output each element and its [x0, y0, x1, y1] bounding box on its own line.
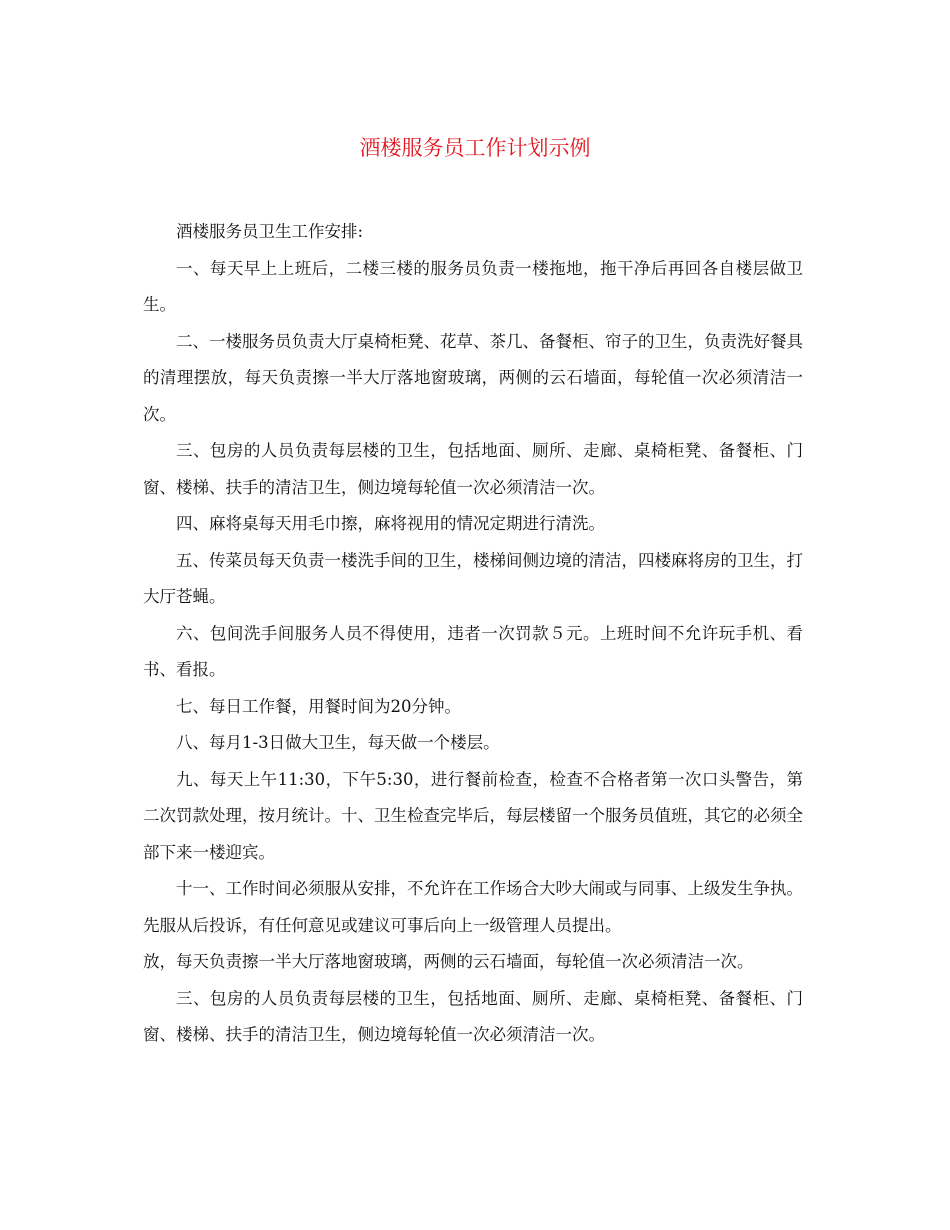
document-body: [143, 214, 803, 1054]
paragraph-item-4: 四、麻将桌每天用毛巾擦，麻将视用的情况定期进行清洗。: [176, 514, 605, 533]
paragraph-item-7: 七、每日工作餐，用餐时间为20分钟。: [176, 696, 461, 716]
paragraph-item-11: 十一、工作时间必须服从安排，不允许在工作场合大吵大闹或与同事、上级发生争执。先服从后投诉，有任何意见或建议可事后向上一级管理人员提出。: [143, 879, 803, 935]
paragraph-intro: 酒楼服务员卫生工作安排:: [176, 222, 364, 241]
document-title: 酒楼服务员工作计划示例: [359, 136, 591, 160]
paragraph-item-8: 八、每月1-3日做大卫生，每天做一个楼层。: [176, 733, 500, 752]
paragraph-item-9: 九、每天上午11:30，下午5:30，进行餐前检查，检查不合格者第一次口头警告，第二次罚款处理，按月统计。十、卫生检查完毕后，每层楼留一个服务员值班，其它的必须全部下来一楼迎宾。: [143, 769, 803, 862]
paragraph-item-3-repeat: 三、包房的人员负责每层楼的卫生，包括地面、厕所、走廊、桌椅柜凳、备餐柜、门窗、楼梯、扶手的清洁卫生，侧边境每轮值一次必须清洁一次。: [143, 988, 803, 1044]
paragraph-item-6: 六、包间洗手间服务人员不得使用，违者一次罚款５元。上班时间不允许玩手机、看书、看报。: [143, 623, 803, 679]
paragraph-item-3: 三、包房的人员负责每层楼的卫生，包括地面、厕所、走廊、桌椅柜凳、备餐柜、门窗、楼梯、扶手的清洁卫生，侧边境每轮值一次必须清洁一次。: [143, 441, 803, 497]
paragraph-item-1: 一、每天早上上班后，二楼三楼的服务员负责一楼拖地，拖干净后再回各自楼层做卫生。: [143, 258, 803, 314]
paragraph-item-5: 五、传菜员每天负责一楼洗手间的卫生，楼梯间侧边境的清洁，四楼麻将房的卫生，打大厅苍蝇。: [143, 550, 803, 606]
paragraph-continuation: 放，每天负责擦一半大厅落地窗玻璃，两侧的云石墙面，每轮值一次必须清洁一次。: [143, 952, 754, 971]
paragraph-item-2: 二、一楼服务员负责大厅桌椅柜凳、花草、茶几、备餐柜、帘子的卫生，负责洗好餐具的清理摆放，每天负责擦一半大厅落地窗玻璃，两侧的云石墙面，每轮值一次必须清洁一次。: [143, 331, 803, 424]
